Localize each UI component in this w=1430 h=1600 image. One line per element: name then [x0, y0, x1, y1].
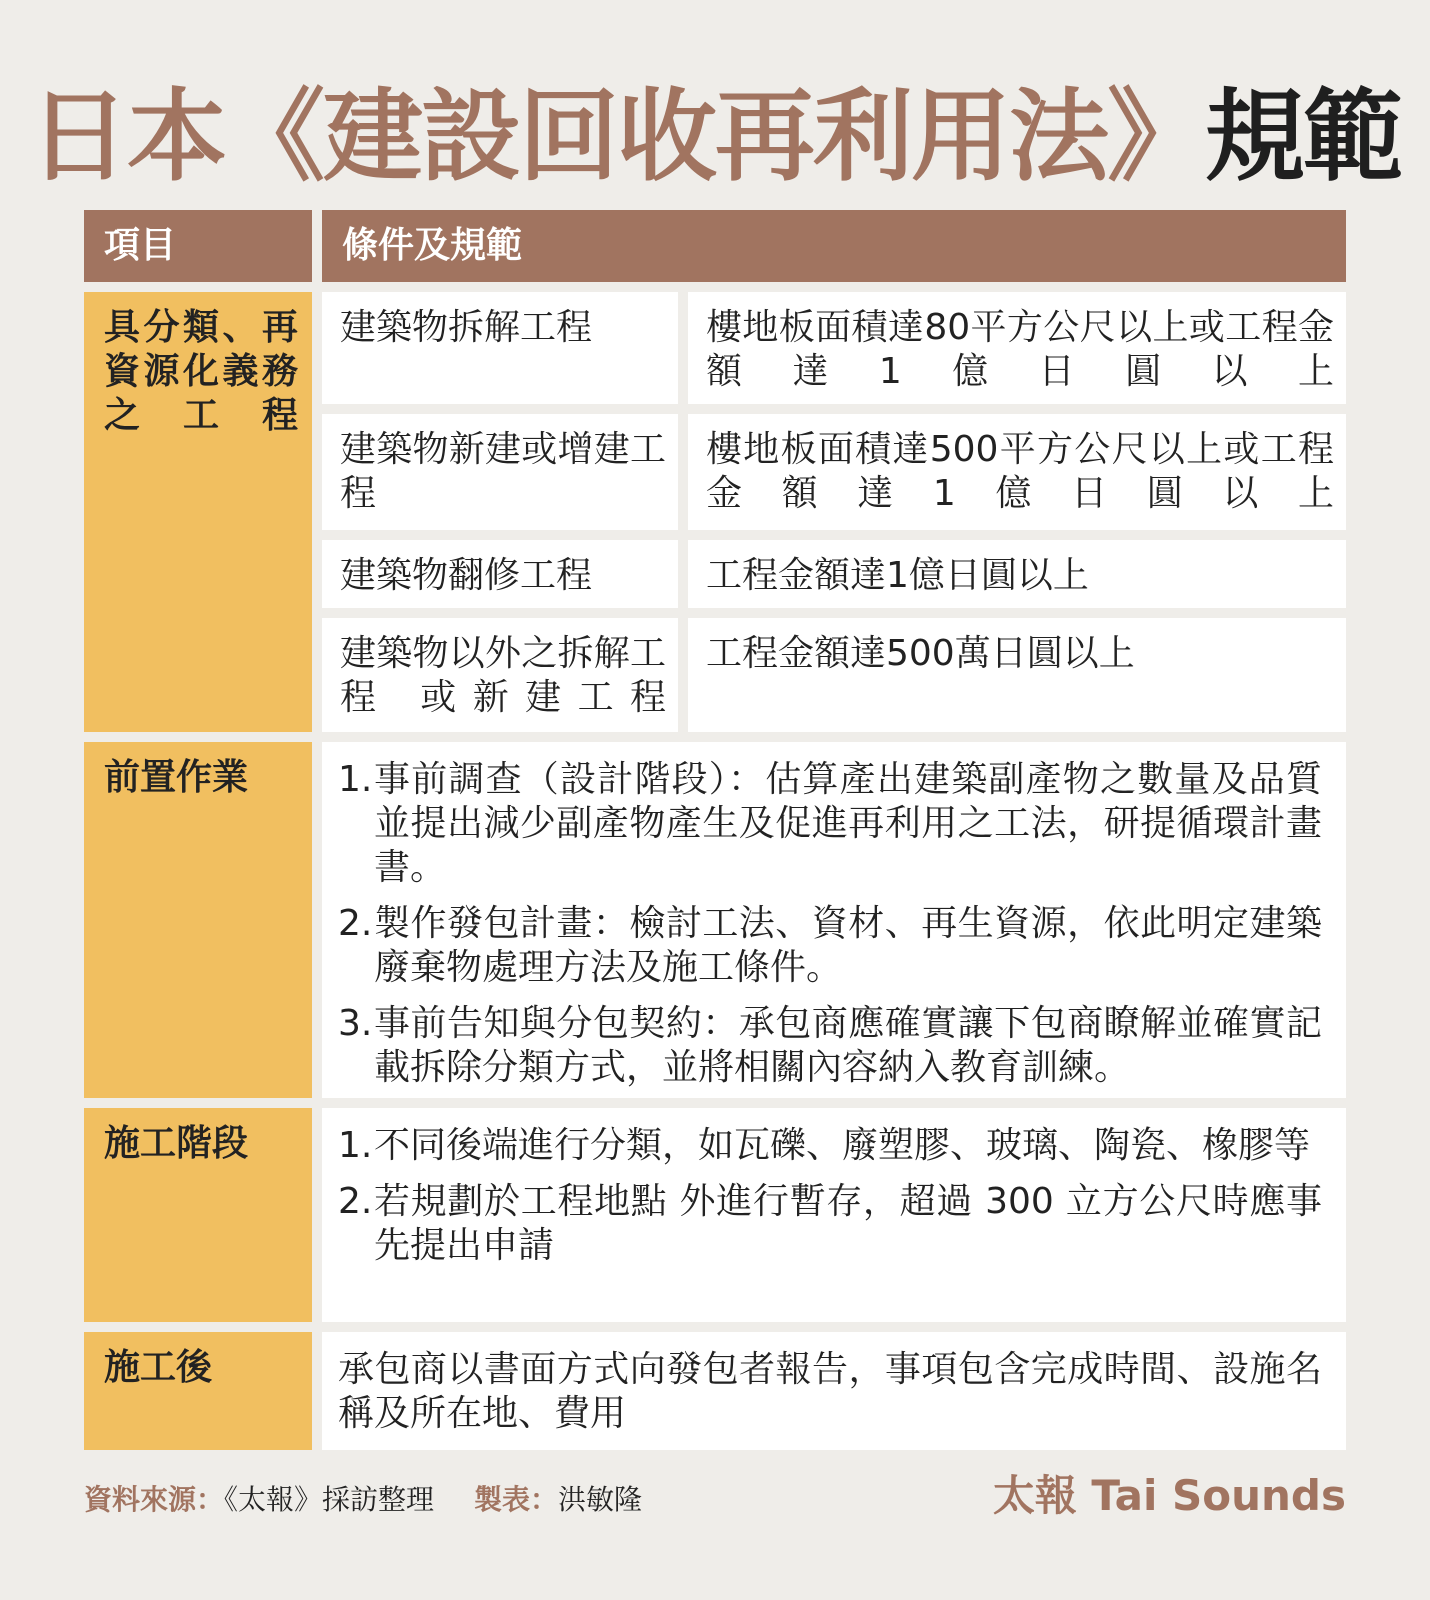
item-number: 3.: [338, 1003, 373, 1044]
list-item: [338, 1180, 1322, 1268]
source-value: 《太報》採訪整理: [224, 1483, 435, 1516]
project-type-cell: 建築物新建或增建工程: [322, 414, 678, 530]
project-type-cell: 建築物以外之拆解工程 或新建工程: [322, 618, 678, 732]
item-text: 若規劃於工程地點 外進行暫存，超過 300 立方公尺時應事先提出申請: [374, 1181, 1322, 1266]
project-type-cell: 建築物翻修工程: [322, 540, 678, 608]
construction-stage-content: [322, 1108, 1346, 1322]
list-item: [338, 1002, 1322, 1090]
project-condition-cell: 工程金額達500萬日圓以上: [688, 618, 1346, 732]
maker-label: 製表：: [474, 1483, 559, 1516]
preparation-content: [322, 742, 1346, 1098]
list-item: [338, 902, 1322, 990]
item-text: 事前調查（設計階段）：估算產出建築副產物之數量及品質並提出減少副產物產生及促進再利用之工法，研提循環計畫書。: [374, 759, 1322, 888]
after-construction-content: 承包商以書面方式向發包者報告，事項包含完成時間、設施名稱及所在地、費用: [322, 1332, 1346, 1450]
page-title: [0, 72, 1430, 202]
item-number: 2.: [338, 903, 373, 944]
category-preparation: 前置作業: [84, 742, 312, 1098]
category-recycling-obligation: 具分類、再資源化義務之工程: [84, 292, 312, 732]
maker-value: 洪敏隆: [558, 1483, 643, 1516]
item-text: 事前告知與分包契約：承包商應確實讓下包商瞭解並確實記載拆除分類方式，並將相關內容納入教育訓練。: [374, 1003, 1322, 1088]
brand-logo: 太報 Tai Sounds: [992, 1471, 1346, 1520]
category-after-construction: 施工後: [84, 1332, 312, 1450]
footer-credits: [84, 1478, 642, 1522]
item-number: 2.: [338, 1181, 373, 1222]
item-text: 不同後端進行分類，如瓦礫、廢塑膠、玻璃、陶瓷、橡膠等: [374, 1125, 1311, 1166]
list-item: [338, 1124, 1322, 1168]
item-number: 1.: [338, 1125, 373, 1166]
category-construction-stage: 施工階段: [84, 1108, 312, 1322]
header-conditions: 條件及規範: [322, 210, 1346, 282]
project-condition-cell: 樓地板面積達80平方公尺以上或工程金額達1億日圓以上: [688, 292, 1346, 404]
item-text: 製作發包計畫：檢討工法、資材、再生資源，依此明定建築廢棄物處理方法及施工條件。: [374, 903, 1322, 988]
project-condition-cell: 樓地板面積達500平方公尺以上或工程金額達1億日圓以上: [688, 414, 1346, 530]
header-item: 項目: [84, 210, 312, 282]
item-number: 1.: [338, 759, 373, 800]
list-item: [338, 758, 1322, 890]
title-suffix: 規範: [1205, 78, 1401, 195]
source-label: 資料來源：: [84, 1483, 225, 1516]
project-type-cell: 建築物拆解工程: [322, 292, 678, 404]
project-condition-cell: 工程金額達1億日圓以上: [688, 540, 1346, 608]
title-law-name: 日本《建設回收再利用法》: [29, 78, 1205, 195]
